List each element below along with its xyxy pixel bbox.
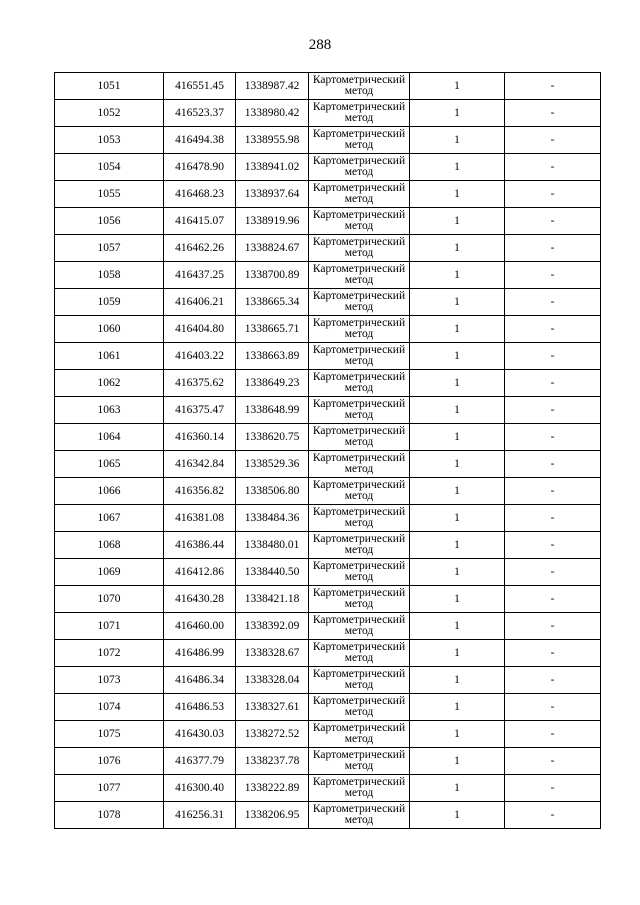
x-coordinate-cell: 416375.47 <box>164 397 236 424</box>
accuracy-cell: 1 <box>410 424 505 451</box>
method-cell <box>309 127 410 154</box>
method-line1: Картометрический <box>312 209 406 221</box>
method-line1: Картометрический <box>312 452 406 464</box>
table-row <box>55 424 601 451</box>
method-line1: Картометрический <box>312 317 406 329</box>
x-coordinate-cell: 416415.07 <box>164 208 236 235</box>
y-coordinate-cell: 1338700.89 <box>236 262 309 289</box>
method-cell <box>309 397 410 424</box>
method-cell <box>309 73 410 100</box>
method-cell <box>309 532 410 559</box>
accuracy-cell: 1 <box>410 208 505 235</box>
method-cell <box>309 208 410 235</box>
point-number-cell: 1067 <box>55 505 164 532</box>
accuracy-cell: 1 <box>410 316 505 343</box>
y-coordinate-cell: 1338237.78 <box>236 748 309 775</box>
coordinates-table-body <box>55 73 601 829</box>
accuracy-cell: 1 <box>410 289 505 316</box>
method-line2: метод <box>344 382 374 394</box>
y-coordinate-cell: 1338980.42 <box>236 100 309 127</box>
method-line1: Картометрический <box>312 74 406 86</box>
method-line2: метод <box>344 652 374 664</box>
y-coordinate-cell: 1338955.98 <box>236 127 309 154</box>
note-cell: - <box>505 154 601 181</box>
note-cell: - <box>505 289 601 316</box>
accuracy-cell: 1 <box>410 775 505 802</box>
x-coordinate-cell: 416486.34 <box>164 667 236 694</box>
note-cell: - <box>505 181 601 208</box>
table-row <box>55 478 601 505</box>
accuracy-cell: 1 <box>410 748 505 775</box>
method-line2: метод <box>344 328 374 340</box>
method-line2: метод <box>344 706 374 718</box>
y-coordinate-cell: 1338529.36 <box>236 451 309 478</box>
accuracy-cell: 1 <box>410 397 505 424</box>
method-cell <box>309 235 410 262</box>
page-number: 288 <box>308 37 332 53</box>
method-line1: Картометрический <box>312 533 406 545</box>
method-cell <box>309 100 410 127</box>
method-line2: метод <box>344 814 374 826</box>
table-row <box>55 316 601 343</box>
method-line1: Картометрический <box>312 101 406 113</box>
method-cell <box>309 559 410 586</box>
method-line2: метод <box>344 409 374 421</box>
method-line2: метод <box>344 544 374 556</box>
point-number-cell: 1052 <box>55 100 164 127</box>
table-row <box>55 181 601 208</box>
table-row <box>55 505 601 532</box>
method-cell <box>309 721 410 748</box>
table-row <box>55 208 601 235</box>
y-coordinate-cell: 1338440.50 <box>236 559 309 586</box>
method-cell <box>309 289 410 316</box>
method-line1: Картометрический <box>312 749 406 761</box>
point-number-cell: 1066 <box>55 478 164 505</box>
method-line1: Картометрический <box>312 236 406 248</box>
accuracy-cell: 1 <box>410 802 505 829</box>
method-line1: Картометрический <box>312 155 406 167</box>
method-cell <box>309 478 410 505</box>
note-cell: - <box>505 370 601 397</box>
y-coordinate-cell: 1338824.67 <box>236 235 309 262</box>
method-line1: Картометрический <box>312 398 406 410</box>
y-coordinate-cell: 1338937.64 <box>236 181 309 208</box>
note-cell: - <box>505 748 601 775</box>
x-coordinate-cell: 416386.44 <box>164 532 236 559</box>
method-line2: метод <box>344 787 374 799</box>
method-line1: Картометрический <box>312 479 406 491</box>
method-line2: метод <box>344 220 374 232</box>
accuracy-cell: 1 <box>410 370 505 397</box>
method-line1: Картометрический <box>312 344 406 356</box>
note-cell: - <box>505 586 601 613</box>
x-coordinate-cell: 416375.62 <box>164 370 236 397</box>
method-cell <box>309 667 410 694</box>
table-row <box>55 343 601 370</box>
method-line2: метод <box>344 355 374 367</box>
method-line2: метод <box>344 625 374 637</box>
x-coordinate-cell: 416342.84 <box>164 451 236 478</box>
x-coordinate-cell: 416494.38 <box>164 127 236 154</box>
y-coordinate-cell: 1338328.67 <box>236 640 309 667</box>
accuracy-cell: 1 <box>410 721 505 748</box>
accuracy-cell: 1 <box>410 100 505 127</box>
coordinates-table <box>54 72 601 829</box>
table-row <box>55 721 601 748</box>
method-line1: Картометрический <box>312 263 406 275</box>
y-coordinate-cell: 1338987.42 <box>236 73 309 100</box>
table-row <box>55 694 601 721</box>
x-coordinate-cell: 416437.25 <box>164 262 236 289</box>
x-coordinate-cell: 416360.14 <box>164 424 236 451</box>
point-number-cell: 1059 <box>55 289 164 316</box>
method-cell <box>309 505 410 532</box>
method-cell <box>309 451 410 478</box>
y-coordinate-cell: 1338506.80 <box>236 478 309 505</box>
table-row <box>55 73 601 100</box>
y-coordinate-cell: 1338480.01 <box>236 532 309 559</box>
note-cell: - <box>505 721 601 748</box>
point-number-cell: 1051 <box>55 73 164 100</box>
method-line1: Картометрический <box>312 182 406 194</box>
x-coordinate-cell: 416381.08 <box>164 505 236 532</box>
point-number-cell: 1068 <box>55 532 164 559</box>
accuracy-cell: 1 <box>410 181 505 208</box>
y-coordinate-cell: 1338648.99 <box>236 397 309 424</box>
method-line2: метод <box>344 463 374 475</box>
accuracy-cell: 1 <box>410 127 505 154</box>
method-cell <box>309 181 410 208</box>
y-coordinate-cell: 1338649.23 <box>236 370 309 397</box>
method-line1: Картометрический <box>312 587 406 599</box>
method-line1: Картометрический <box>312 614 406 626</box>
note-cell: - <box>505 100 601 127</box>
y-coordinate-cell: 1338665.34 <box>236 289 309 316</box>
method-line1: Картометрический <box>312 425 406 437</box>
x-coordinate-cell: 416300.40 <box>164 775 236 802</box>
method-line1: Картометрический <box>312 641 406 653</box>
note-cell: - <box>505 505 601 532</box>
method-line1: Картометрический <box>312 668 406 680</box>
point-number-cell: 1061 <box>55 343 164 370</box>
accuracy-cell: 1 <box>410 262 505 289</box>
method-line1: Картометрический <box>312 371 406 383</box>
x-coordinate-cell: 416523.37 <box>164 100 236 127</box>
accuracy-cell: 1 <box>410 451 505 478</box>
y-coordinate-cell: 1338919.96 <box>236 208 309 235</box>
note-cell: - <box>505 127 601 154</box>
accuracy-cell: 1 <box>410 478 505 505</box>
y-coordinate-cell: 1338665.71 <box>236 316 309 343</box>
method-cell <box>309 370 410 397</box>
method-cell <box>309 694 410 721</box>
table-row <box>55 451 601 478</box>
method-line2: метод <box>344 139 374 151</box>
note-cell: - <box>505 451 601 478</box>
accuracy-cell: 1 <box>410 343 505 370</box>
x-coordinate-cell: 416462.26 <box>164 235 236 262</box>
method-line1: Картометрический <box>312 560 406 572</box>
table-row <box>55 100 601 127</box>
note-cell: - <box>505 235 601 262</box>
method-line2: метод <box>344 247 374 259</box>
method-line1: Картометрический <box>312 776 406 788</box>
method-cell <box>309 154 410 181</box>
method-cell <box>309 802 410 829</box>
y-coordinate-cell: 1338392.09 <box>236 613 309 640</box>
method-cell <box>309 343 410 370</box>
note-cell: - <box>505 532 601 559</box>
method-cell <box>309 640 410 667</box>
method-line2: метод <box>344 193 374 205</box>
y-coordinate-cell: 1338663.89 <box>236 343 309 370</box>
table-row <box>55 802 601 829</box>
method-line1: Картометрический <box>312 290 406 302</box>
point-number-cell: 1076 <box>55 748 164 775</box>
note-cell: - <box>505 262 601 289</box>
method-line2: метод <box>344 598 374 610</box>
accuracy-cell: 1 <box>410 235 505 262</box>
point-number-cell: 1057 <box>55 235 164 262</box>
table-row <box>55 235 601 262</box>
point-number-cell: 1070 <box>55 586 164 613</box>
point-number-cell: 1065 <box>55 451 164 478</box>
note-cell: - <box>505 640 601 667</box>
note-cell: - <box>505 73 601 100</box>
note-cell: - <box>505 559 601 586</box>
method-line1: Картометрический <box>312 722 406 734</box>
method-cell <box>309 613 410 640</box>
x-coordinate-cell: 416356.82 <box>164 478 236 505</box>
method-line2: метод <box>344 760 374 772</box>
table-row <box>55 154 601 181</box>
point-number-cell: 1077 <box>55 775 164 802</box>
table-row <box>55 748 601 775</box>
accuracy-cell: 1 <box>410 73 505 100</box>
point-number-cell: 1062 <box>55 370 164 397</box>
method-line2: метод <box>344 679 374 691</box>
point-number-cell: 1063 <box>55 397 164 424</box>
method-cell <box>309 748 410 775</box>
table-row <box>55 397 601 424</box>
table-row <box>55 127 601 154</box>
table-row <box>55 289 601 316</box>
y-coordinate-cell: 1338272.52 <box>236 721 309 748</box>
x-coordinate-cell: 416406.21 <box>164 289 236 316</box>
accuracy-cell: 1 <box>410 586 505 613</box>
note-cell: - <box>505 613 601 640</box>
point-number-cell: 1073 <box>55 667 164 694</box>
accuracy-cell: 1 <box>410 640 505 667</box>
method-line2: метод <box>344 166 374 178</box>
method-line1: Картометрический <box>312 803 406 815</box>
x-coordinate-cell: 416486.99 <box>164 640 236 667</box>
method-cell <box>309 424 410 451</box>
note-cell: - <box>505 424 601 451</box>
x-coordinate-cell: 416478.90 <box>164 154 236 181</box>
table-row <box>55 262 601 289</box>
point-number-cell: 1071 <box>55 613 164 640</box>
point-number-cell: 1054 <box>55 154 164 181</box>
x-coordinate-cell: 416430.03 <box>164 721 236 748</box>
accuracy-cell: 1 <box>410 532 505 559</box>
point-number-cell: 1055 <box>55 181 164 208</box>
point-number-cell: 1064 <box>55 424 164 451</box>
note-cell: - <box>505 343 601 370</box>
x-coordinate-cell: 416468.23 <box>164 181 236 208</box>
x-coordinate-cell: 416486.53 <box>164 694 236 721</box>
method-line2: метод <box>344 301 374 313</box>
y-coordinate-cell: 1338328.04 <box>236 667 309 694</box>
note-cell: - <box>505 775 601 802</box>
y-coordinate-cell: 1338206.95 <box>236 802 309 829</box>
table-row <box>55 640 601 667</box>
accuracy-cell: 1 <box>410 667 505 694</box>
accuracy-cell: 1 <box>410 505 505 532</box>
method-line2: метод <box>344 85 374 97</box>
note-cell: - <box>505 667 601 694</box>
y-coordinate-cell: 1338327.61 <box>236 694 309 721</box>
point-number-cell: 1069 <box>55 559 164 586</box>
method-cell <box>309 775 410 802</box>
note-cell: - <box>505 694 601 721</box>
x-coordinate-cell: 416403.22 <box>164 343 236 370</box>
table-row <box>55 559 601 586</box>
x-coordinate-cell: 416412.86 <box>164 559 236 586</box>
table-row <box>55 667 601 694</box>
point-number-cell: 1074 <box>55 694 164 721</box>
point-number-cell: 1056 <box>55 208 164 235</box>
y-coordinate-cell: 1338620.75 <box>236 424 309 451</box>
note-cell: - <box>505 478 601 505</box>
accuracy-cell: 1 <box>410 613 505 640</box>
x-coordinate-cell: 416460.00 <box>164 613 236 640</box>
method-cell <box>309 316 410 343</box>
method-line1: Картометрический <box>312 506 406 518</box>
method-line2: метод <box>344 517 374 529</box>
method-line2: метод <box>344 112 374 124</box>
point-number-cell: 1078 <box>55 802 164 829</box>
method-cell <box>309 586 410 613</box>
note-cell: - <box>505 208 601 235</box>
y-coordinate-cell: 1338484.36 <box>236 505 309 532</box>
table-row <box>55 775 601 802</box>
point-number-cell: 1060 <box>55 316 164 343</box>
method-line2: метод <box>344 733 374 745</box>
point-number-cell: 1053 <box>55 127 164 154</box>
x-coordinate-cell: 416551.45 <box>164 73 236 100</box>
method-line1: Картометрический <box>312 695 406 707</box>
x-coordinate-cell: 416256.31 <box>164 802 236 829</box>
note-cell: - <box>505 397 601 424</box>
method-line2: метод <box>344 436 374 448</box>
method-line2: метод <box>344 571 374 583</box>
y-coordinate-cell: 1338941.02 <box>236 154 309 181</box>
accuracy-cell: 1 <box>410 154 505 181</box>
method-line2: метод <box>344 490 374 502</box>
table-row <box>55 613 601 640</box>
method-line1: Картометрический <box>312 128 406 140</box>
y-coordinate-cell: 1338222.89 <box>236 775 309 802</box>
point-number-cell: 1072 <box>55 640 164 667</box>
table-row <box>55 370 601 397</box>
accuracy-cell: 1 <box>410 694 505 721</box>
y-coordinate-cell: 1338421.18 <box>236 586 309 613</box>
point-number-cell: 1058 <box>55 262 164 289</box>
method-cell <box>309 262 410 289</box>
table-row <box>55 586 601 613</box>
point-number-cell: 1075 <box>55 721 164 748</box>
accuracy-cell: 1 <box>410 559 505 586</box>
x-coordinate-cell: 416377.79 <box>164 748 236 775</box>
x-coordinate-cell: 416430.28 <box>164 586 236 613</box>
note-cell: - <box>505 316 601 343</box>
table-row <box>55 532 601 559</box>
x-coordinate-cell: 416404.80 <box>164 316 236 343</box>
note-cell: - <box>505 802 601 829</box>
method-line2: метод <box>344 274 374 286</box>
